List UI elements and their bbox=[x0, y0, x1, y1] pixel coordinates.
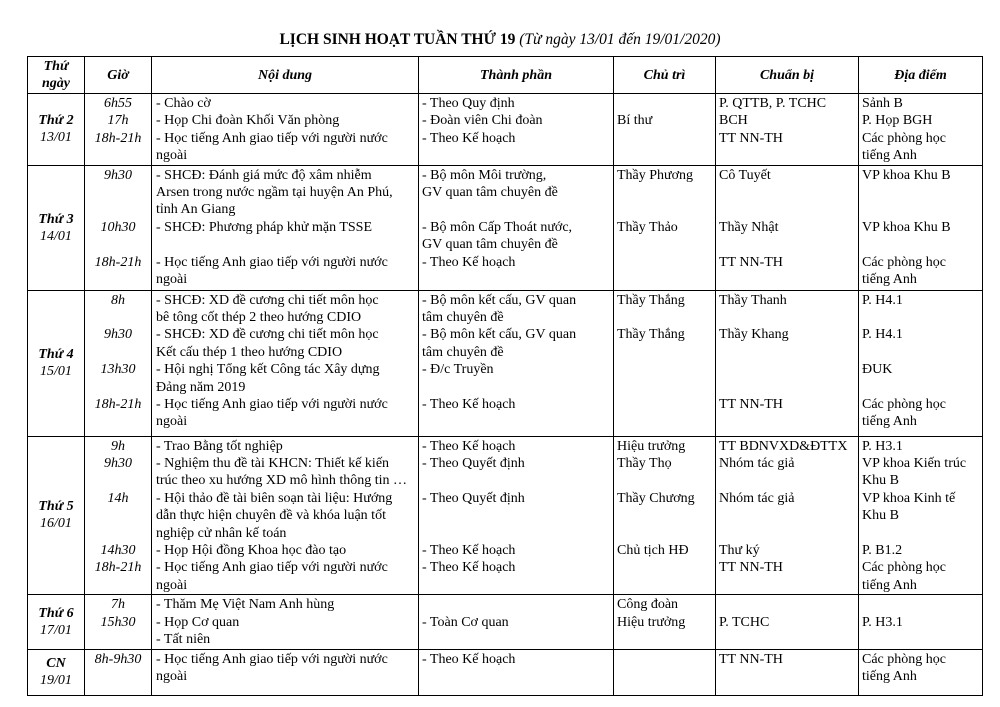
cell-line: ngoài bbox=[156, 272, 188, 288]
cell-line: - Trao Bằng tốt nghiệp bbox=[156, 438, 283, 454]
cell-line: - Theo Kế hoạch bbox=[422, 543, 516, 559]
cell-line: P. TCHC bbox=[719, 614, 770, 630]
cell-line: Kết cấu thép 1 theo hướng CDIO bbox=[156, 344, 343, 360]
cell-line bbox=[719, 344, 858, 361]
title-main: LỊCH SINH HOẠT TUẦN THỨ 19 bbox=[279, 31, 516, 48]
content-cell bbox=[152, 165, 419, 290]
cell-line: - Bộ môn Cấp Thoát nước, bbox=[422, 219, 573, 235]
participants-cell bbox=[419, 595, 614, 649]
cell-line: 14h30 bbox=[100, 543, 136, 559]
cell-line bbox=[719, 201, 858, 218]
cell-line: dẫn thực hiện chuyên đề và khóa luận tốt bbox=[156, 508, 386, 524]
time-cell bbox=[85, 595, 152, 649]
cell-line: tỉnh An Giang bbox=[156, 202, 236, 218]
cell-line: 9h30 bbox=[104, 456, 132, 472]
cell-line bbox=[156, 236, 416, 253]
cell-line: 18h-21h bbox=[94, 560, 142, 576]
cell-line: - SHCĐ: Phương pháp khử mặn TSSE bbox=[156, 219, 373, 235]
day-date: 14/01 bbox=[40, 228, 72, 244]
cell-line: - Học tiếng Anh giao tiếp với người nước bbox=[156, 397, 388, 413]
cell-line: Chủ tịch HĐ bbox=[617, 543, 689, 559]
cell-line: 17h bbox=[107, 113, 129, 129]
day-date: 17/01 bbox=[40, 622, 72, 638]
header-thu: Thứ bbox=[43, 59, 69, 74]
header-gio: Giờ bbox=[85, 57, 152, 94]
time-cell bbox=[85, 165, 152, 290]
participants-cell bbox=[419, 165, 614, 290]
cell-line bbox=[85, 236, 151, 253]
cell-line bbox=[719, 596, 858, 613]
cell-line: Thầy Nhật bbox=[719, 219, 779, 235]
cell-line: - Theo Quyết định bbox=[422, 456, 525, 472]
cell-line bbox=[422, 525, 613, 542]
cell-line: Thầy Thắng bbox=[617, 327, 685, 343]
table-row bbox=[28, 165, 983, 290]
location-cell bbox=[859, 595, 983, 649]
cell-line bbox=[422, 472, 613, 489]
content-cell bbox=[152, 649, 419, 695]
cell-line: ĐUK bbox=[862, 362, 893, 378]
cell-line: - Bộ môn kết cấu, GV quan bbox=[422, 292, 577, 308]
cell-line: Khu B bbox=[862, 473, 899, 489]
chair-cell bbox=[614, 94, 716, 166]
cell-line: BCH bbox=[719, 113, 748, 129]
cell-line: tiếng Anh bbox=[862, 272, 917, 288]
table-row bbox=[28, 94, 983, 166]
cell-line: trúc theo xu hướng XD mô hình thông tin … bbox=[156, 473, 408, 489]
cell-line: 9h bbox=[111, 438, 125, 454]
preparation-cell bbox=[716, 595, 859, 649]
cell-line: Thầy Thanh bbox=[719, 292, 787, 308]
cell-line bbox=[862, 184, 982, 201]
cell-line: - Họp Chi đoàn Khối Văn phòng bbox=[156, 113, 340, 129]
cell-line: P. H3.1 bbox=[862, 614, 903, 630]
content-cell bbox=[152, 595, 419, 649]
cell-line: - Học tiếng Anh giao tiếp với người nước bbox=[156, 130, 388, 146]
time-cell bbox=[85, 290, 152, 436]
cell-line: bê tông cốt thép 2 theo hướng CDIO bbox=[156, 310, 362, 326]
chair-cell bbox=[614, 649, 716, 695]
day-name: Thứ 6 bbox=[38, 605, 74, 621]
cell-line bbox=[617, 201, 715, 218]
day-cell bbox=[28, 165, 85, 290]
cell-line bbox=[422, 201, 613, 218]
header-row bbox=[28, 57, 983, 94]
cell-line: - Bộ môn kết cấu, GV quan bbox=[422, 327, 577, 343]
location-cell bbox=[859, 94, 983, 166]
time-cell bbox=[85, 649, 152, 695]
cell-line: Các phòng học bbox=[862, 254, 946, 270]
cell-line: - Theo Kế hoạch bbox=[422, 438, 516, 454]
cell-line: - Theo Kế hoạch bbox=[422, 130, 516, 146]
preparation-cell bbox=[716, 94, 859, 166]
header-thu-ngay bbox=[28, 57, 85, 94]
cell-line: Thầy Thảo bbox=[617, 219, 678, 235]
cell-line: Thầy Thọ bbox=[617, 456, 672, 472]
cell-line: tâm chuyên đề bbox=[422, 310, 504, 326]
cell-line: Nhóm tác giả bbox=[719, 456, 795, 472]
day-cell bbox=[28, 290, 85, 436]
cell-line bbox=[862, 236, 982, 253]
cell-line: Hiệu trưởng bbox=[617, 438, 686, 454]
cell-line: 18h-21h bbox=[94, 254, 142, 270]
cell-line: tiếng Anh bbox=[862, 148, 917, 164]
cell-line: P. H4.1 bbox=[862, 327, 903, 343]
cell-line: tâm chuyên đề bbox=[422, 344, 504, 360]
cell-line: - Tất niên bbox=[156, 632, 211, 648]
cell-line bbox=[85, 472, 151, 489]
cell-line: P. QTTB, P. TCHC bbox=[719, 96, 827, 111]
location-cell bbox=[859, 165, 983, 290]
cell-line: tiếng Anh bbox=[862, 414, 917, 430]
header-ngay: ngày bbox=[42, 76, 70, 91]
chair-cell bbox=[614, 595, 716, 649]
cell-line: - Theo Kế hoạch bbox=[422, 651, 516, 667]
cell-line: - Học tiếng Anh giao tiếp với người nước bbox=[156, 651, 388, 667]
cell-line: 6h55 bbox=[104, 96, 132, 111]
day-cell bbox=[28, 94, 85, 166]
cell-line: TT NN-TH bbox=[719, 397, 783, 412]
cell-line: P. H4.1 bbox=[862, 292, 903, 308]
chair-cell bbox=[614, 436, 716, 595]
cell-line bbox=[617, 472, 715, 489]
cell-line bbox=[617, 651, 715, 668]
cell-line bbox=[422, 379, 613, 396]
cell-line: VP khoa Kiến trúc bbox=[862, 456, 967, 472]
content-cell bbox=[152, 436, 419, 595]
cell-line bbox=[85, 525, 151, 542]
cell-line: VP khoa Kinh tế bbox=[862, 490, 956, 506]
day-cell bbox=[28, 436, 85, 595]
cell-line: 10h30 bbox=[100, 219, 136, 235]
day-name: Thứ 4 bbox=[38, 347, 74, 363]
cell-line: Các phòng học bbox=[862, 560, 946, 576]
location-cell bbox=[859, 436, 983, 595]
day-cell bbox=[28, 649, 85, 695]
cell-line: - SHCĐ: Đánh giá mức độ xâm nhiễm bbox=[156, 167, 372, 183]
cell-line bbox=[862, 525, 982, 542]
cell-line: - Họp Hội đồng Khoa học đào tạo bbox=[156, 543, 347, 559]
cell-line: - Chào cờ bbox=[156, 96, 211, 111]
cell-line: VP khoa Khu B bbox=[862, 219, 951, 235]
cell-line: Sảnh B bbox=[862, 96, 903, 111]
cell-line: TT BDNVXD&ĐTTX bbox=[719, 438, 848, 454]
chair-cell bbox=[614, 290, 716, 436]
chair-cell bbox=[614, 165, 716, 290]
cell-line: - Theo Quyết định bbox=[422, 490, 525, 506]
cell-line bbox=[85, 184, 151, 201]
cell-line: ngoài bbox=[156, 414, 188, 430]
table-row bbox=[28, 436, 983, 595]
schedule-title bbox=[0, 31, 1000, 49]
cell-line: 9h30 bbox=[104, 167, 132, 183]
table-row bbox=[28, 595, 983, 649]
cell-line bbox=[719, 184, 858, 201]
cell-line bbox=[719, 472, 858, 489]
cell-line: - Theo Kế hoạch bbox=[422, 397, 516, 413]
cell-line: - Thăm Mẹ Việt Nam Anh hùng bbox=[156, 597, 335, 613]
cell-line: - Theo Kế hoạch bbox=[422, 560, 516, 576]
cell-line: tiếng Anh bbox=[862, 668, 917, 684]
cell-line: Bí thư bbox=[617, 113, 653, 129]
cell-line: - SHCĐ: XD đề cương chi tiết môn học bbox=[156, 327, 379, 343]
cell-line: Công đoàn bbox=[617, 597, 679, 613]
cell-line bbox=[862, 596, 982, 613]
cell-line: - Hội thảo đề tài biên soạn tài liệu: Hướng bbox=[156, 490, 393, 506]
cell-line: Nhóm tác giả bbox=[719, 490, 795, 506]
day-name: CN bbox=[46, 656, 66, 671]
day-cell bbox=[28, 595, 85, 649]
cell-line bbox=[85, 309, 151, 326]
cell-line bbox=[85, 507, 151, 524]
cell-line: - Toàn Cơ quan bbox=[422, 614, 509, 630]
table-row bbox=[28, 290, 983, 436]
cell-line: - Theo Kế hoạch bbox=[422, 254, 516, 270]
day-date: 15/01 bbox=[40, 364, 72, 380]
cell-line: Arsen trong nước ngầm tại huyện An Phú, bbox=[156, 185, 393, 201]
cell-line bbox=[862, 379, 982, 396]
cell-line: Đảng năm 2019 bbox=[156, 379, 246, 395]
cell-line: 14h bbox=[107, 490, 129, 506]
location-cell bbox=[859, 290, 983, 436]
cell-line bbox=[617, 184, 715, 201]
cell-line bbox=[862, 309, 982, 326]
cell-line: P. Họp BGH bbox=[862, 113, 933, 129]
cell-line: P. B1.2 bbox=[862, 543, 903, 559]
cell-line: ngoài bbox=[156, 577, 188, 593]
cell-line bbox=[85, 344, 151, 361]
cell-line: Các phòng học bbox=[862, 397, 946, 413]
cell-line: - Đoàn viên Chi đoàn bbox=[422, 113, 543, 129]
header-dia-diem: Địa điểm bbox=[859, 57, 983, 94]
cell-line bbox=[617, 309, 715, 326]
cell-line: Các phòng học bbox=[862, 130, 946, 146]
cell-line: TT NN-TH bbox=[719, 560, 783, 576]
time-cell bbox=[85, 436, 152, 595]
cell-line bbox=[719, 379, 858, 396]
day-date: 16/01 bbox=[40, 516, 72, 532]
cell-line: 9h30 bbox=[104, 327, 132, 343]
cell-line: - Nghiệm thu đề tài KHCN: Thiết kế kiến bbox=[156, 456, 390, 472]
header-noi-dung: Nội dung bbox=[152, 57, 419, 94]
cell-line bbox=[719, 236, 858, 253]
day-name: Thứ 3 bbox=[38, 211, 74, 227]
cell-line bbox=[617, 95, 715, 112]
cell-line: Cô Tuyết bbox=[719, 167, 771, 183]
cell-line: VP khoa Khu B bbox=[862, 167, 951, 183]
cell-line: 15h30 bbox=[100, 614, 136, 630]
cell-line: - Học tiếng Anh giao tiếp với người nước bbox=[156, 560, 388, 576]
cell-line: - Họp Cơ quan bbox=[156, 614, 240, 630]
cell-line bbox=[719, 361, 858, 378]
cell-line: 18h-21h bbox=[94, 130, 142, 146]
cell-line bbox=[617, 525, 715, 542]
day-date: 19/01 bbox=[40, 673, 72, 688]
cell-line: Thư ký bbox=[719, 543, 760, 559]
cell-line: - Đ/c Truyền bbox=[422, 362, 494, 378]
cell-line: - SHCĐ: XD đề cương chi tiết môn học bbox=[156, 292, 379, 308]
cell-line: TT NN-TH bbox=[719, 651, 783, 667]
cell-line bbox=[862, 201, 982, 218]
cell-line bbox=[422, 507, 613, 524]
cell-line: TT NN-TH bbox=[719, 130, 783, 146]
cell-line bbox=[422, 596, 613, 613]
day-name: Thứ 2 bbox=[38, 113, 74, 129]
cell-line: ngoài bbox=[156, 148, 188, 164]
cell-line bbox=[719, 507, 858, 524]
cell-line: Thầy Thắng bbox=[617, 292, 685, 308]
preparation-cell bbox=[716, 436, 859, 595]
cell-line: nghiệp cử nhân kế toán bbox=[156, 525, 287, 541]
cell-line bbox=[617, 507, 715, 524]
cell-line: Các phòng học bbox=[862, 651, 946, 667]
participants-cell bbox=[419, 436, 614, 595]
cell-line: - Học tiếng Anh giao tiếp với người nước bbox=[156, 254, 388, 270]
schedule-table bbox=[27, 56, 983, 696]
cell-line: - Bộ môn Môi trường, bbox=[422, 167, 547, 183]
cell-line: 13h30 bbox=[100, 362, 136, 378]
title-date-range: (Từ ngày 13/01 đến 19/01/2020) bbox=[519, 31, 721, 48]
cell-line: Thầy Chương bbox=[617, 490, 695, 506]
cell-line: GV quan tâm chuyên đề bbox=[422, 237, 558, 253]
cell-line: GV quan tâm chuyên đề bbox=[422, 185, 558, 201]
content-cell bbox=[152, 290, 419, 436]
header-chu-tri: Chủ trì bbox=[614, 57, 716, 94]
participants-cell bbox=[419, 290, 614, 436]
preparation-cell bbox=[716, 290, 859, 436]
cell-line bbox=[85, 201, 151, 218]
cell-line bbox=[862, 344, 982, 361]
content-cell bbox=[152, 94, 419, 166]
cell-line: 7h bbox=[111, 597, 125, 613]
cell-line bbox=[719, 525, 858, 542]
cell-line: 8h-9h30 bbox=[94, 651, 142, 667]
time-cell bbox=[85, 94, 152, 166]
cell-line: Khu B bbox=[862, 508, 899, 524]
cell-line: Thầy Khang bbox=[719, 327, 789, 343]
cell-line: TT NN-TH bbox=[719, 254, 783, 270]
cell-line: Hiệu trưởng bbox=[617, 614, 686, 630]
header-chuan-bi: Chuẩn bị bbox=[716, 57, 859, 94]
participants-cell bbox=[419, 649, 614, 695]
cell-line: tiếng Anh bbox=[862, 577, 917, 593]
header-thanh-phan: Thành phần bbox=[419, 57, 614, 94]
day-date: 13/01 bbox=[40, 130, 72, 146]
cell-line: 18h-21h bbox=[94, 397, 142, 413]
cell-line: P. H3.1 bbox=[862, 438, 903, 454]
cell-line: 8h bbox=[111, 292, 125, 308]
cell-line bbox=[719, 309, 858, 326]
cell-line: - Theo Quy định bbox=[422, 96, 515, 111]
table-row bbox=[28, 649, 983, 695]
preparation-cell bbox=[716, 649, 859, 695]
cell-line bbox=[85, 379, 151, 396]
location-cell bbox=[859, 649, 983, 695]
preparation-cell bbox=[716, 165, 859, 290]
participants-cell bbox=[419, 94, 614, 166]
cell-line: - Hội nghị Tổng kết Công tác Xây dựng bbox=[156, 362, 380, 378]
day-name: Thứ 5 bbox=[38, 499, 74, 515]
cell-line: Thầy Phương bbox=[617, 167, 694, 183]
cell-line: ngoài bbox=[156, 668, 188, 684]
